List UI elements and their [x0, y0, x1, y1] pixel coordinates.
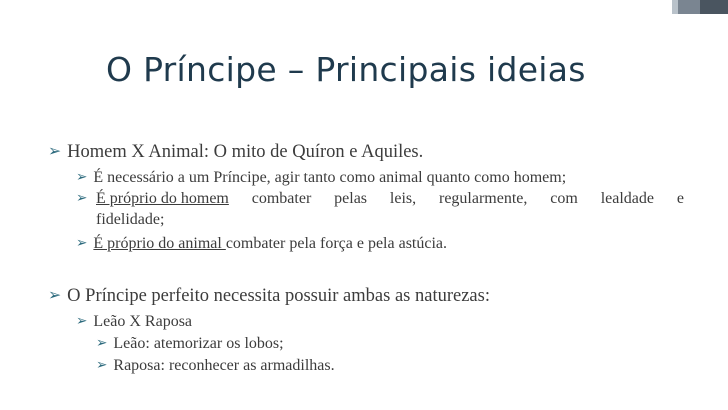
- arrow-bullet-icon: ➢: [76, 169, 88, 185]
- slide-title: O Príncipe – Principais ideias: [106, 50, 586, 89]
- bullet-principe-perfeito: ➢ O Príncipe perfeito necessita possuir ambas as naturezas:: [48, 285, 490, 306]
- underlined-phrase: É próprio do homem: [96, 190, 229, 207]
- arrow-bullet-icon: ➢: [76, 190, 88, 206]
- sub-bullet-proprio-homem: É próprio do homem combater pelas leis, regularmente, com lealdade e: [96, 190, 684, 207]
- sub-bullet-proprio-animal: ➢ É próprio do animal combater pela força e pela astúcia.: [76, 235, 448, 252]
- corner-decoration-dark: [700, 0, 728, 14]
- arrow-bullet-icon: ➢: [48, 285, 62, 304]
- sub-bullet-continuation: fidelidade;: [96, 211, 165, 228]
- sub-bullet-leao-raposa: ➢ Leão X Raposa: [76, 313, 193, 330]
- bullet-homem-animal: ➢ Homem X Animal: O mito de Quíron e Aquiles.: [48, 141, 424, 162]
- arrow-bullet-icon: ➢: [76, 235, 88, 251]
- sub-sub-bullet-raposa: ➢ Raposa: reconhecer as armadilhas.: [96, 357, 335, 374]
- corner-decoration-mid: [678, 0, 700, 14]
- sub-sub-bullet-leao: ➢ Leão: atemorizar os lobos;: [96, 335, 284, 352]
- arrow-bullet-icon: ➢: [96, 335, 108, 351]
- arrow-bullet-icon: ➢: [48, 141, 62, 160]
- arrow-bullet-icon: ➢: [76, 313, 88, 329]
- sub-bullet-necessario: ➢ É necessário a um Príncipe, agir tanto como animal quanto como homem;: [76, 169, 567, 186]
- arrow-bullet-icon: ➢: [96, 357, 108, 373]
- sub-bullet-arrow-homem: [76, 190, 93, 208]
